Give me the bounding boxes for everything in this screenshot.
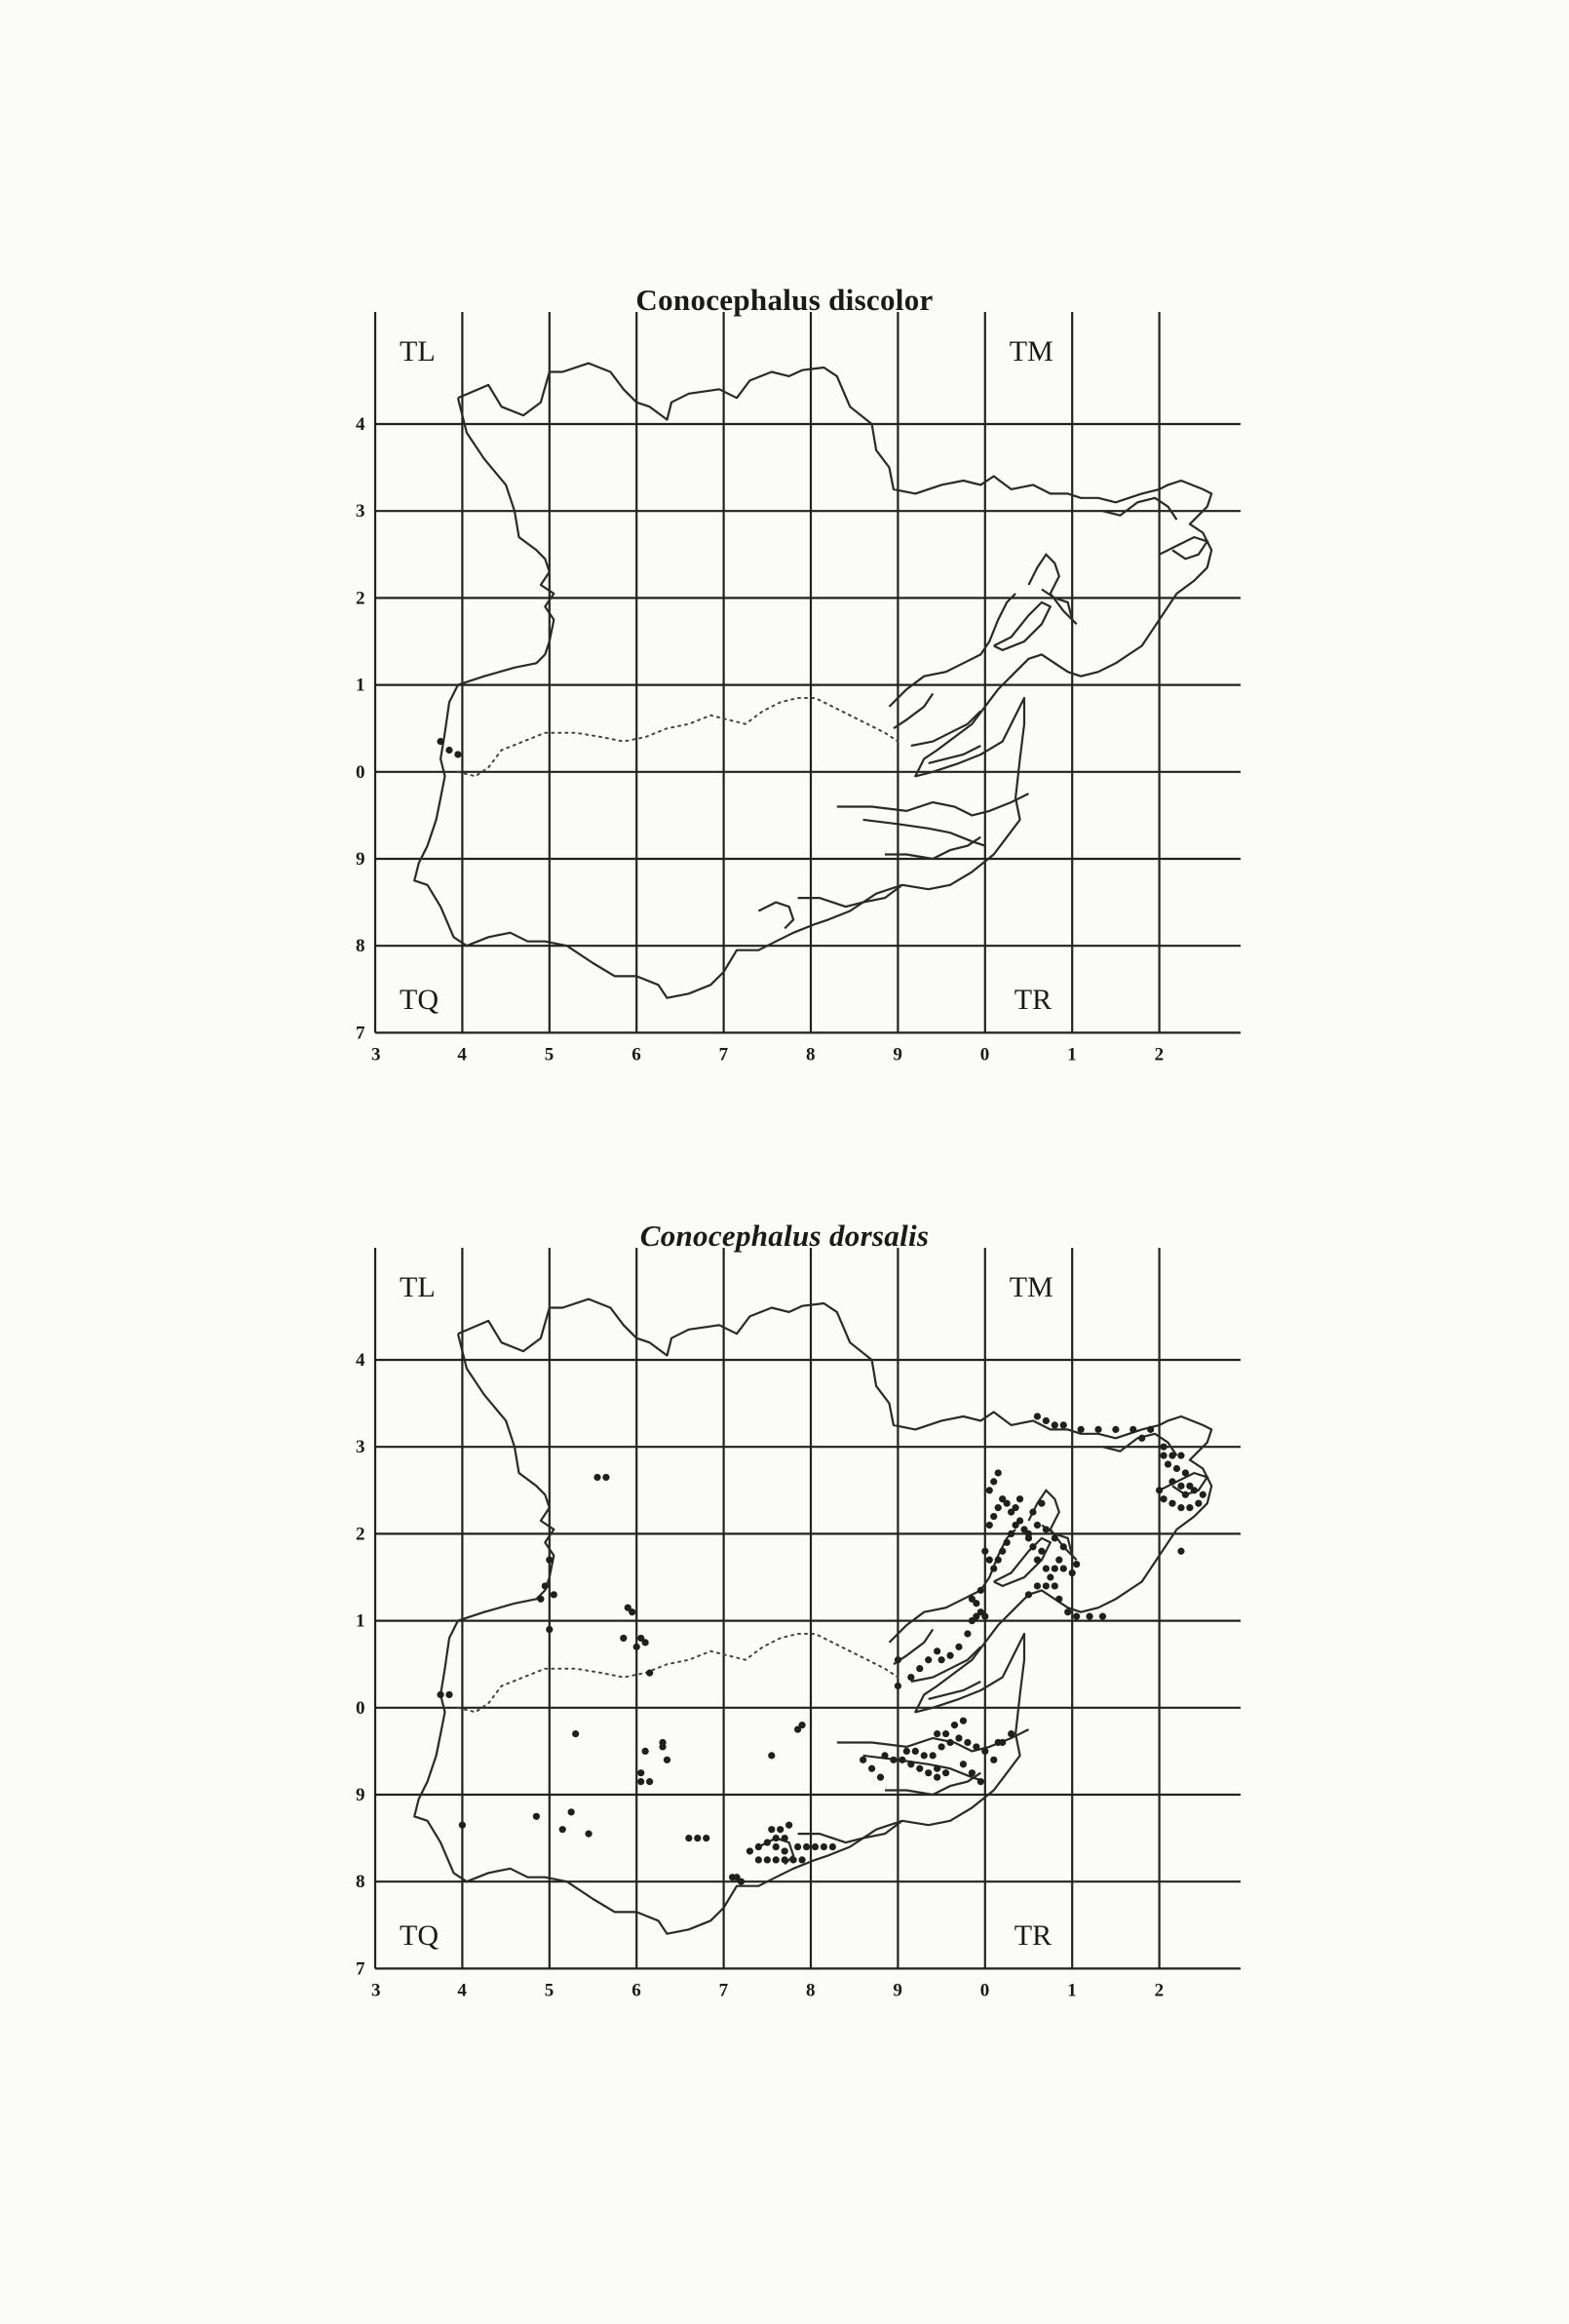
x-grid-label: 2 [1154,1044,1165,1065]
record-dot [1195,1500,1202,1507]
record-dot [964,1739,971,1746]
record-dot [1034,1557,1041,1564]
x-grid-label: 3 [371,1044,381,1065]
estuary-outline [885,1773,980,1795]
record-dot [903,1748,910,1755]
record-dot [593,1474,600,1481]
record-dot [1182,1491,1189,1498]
record-dot [1052,1534,1058,1541]
record-dot [995,1557,1002,1564]
map-panel-dorsalis [0,1209,1569,2047]
record-dot [964,1630,971,1637]
record-dot [990,1513,997,1520]
record-dot [459,1822,466,1829]
record-dot [969,1769,976,1776]
record-dot [1078,1426,1085,1433]
record-dot [646,1670,653,1677]
record-dot [1034,1413,1041,1419]
record-dot [546,1557,553,1564]
record-dot [1004,1539,1011,1546]
x-grid-label: 9 [893,1044,902,1065]
record-dot [782,1835,788,1841]
record-dot [951,1722,958,1728]
record-dot [533,1813,540,1820]
record-dot [960,1761,967,1767]
record-dot [986,1557,993,1564]
x-grid-label: 1 [1067,1044,1077,1065]
record-dot [1043,1582,1050,1589]
record-dot [925,1769,932,1776]
record-dot [946,1739,953,1746]
record-dot [1129,1426,1136,1433]
y-grid-label: 8 [356,936,365,957]
grid-square-label: TM [1009,1271,1053,1303]
x-grid-label: 8 [806,1980,816,2001]
record-dot [803,1843,810,1850]
record-dot [646,1778,653,1785]
record-dot [1099,1613,1106,1620]
record-dot [986,1487,993,1493]
record-dot [1034,1582,1041,1589]
record-dot [977,1778,984,1785]
estuary-outline [837,794,1029,815]
record-dot [1025,1530,1032,1537]
record-dot [1165,1460,1171,1467]
x-grid-label: 4 [457,1980,467,2001]
x-grid-label: 0 [979,1044,990,1065]
record-dot [1160,1452,1167,1459]
grid-square-label: TM [1009,335,1053,368]
record-dot [1177,1483,1184,1490]
record-dot [1008,1530,1014,1537]
record-dot [1029,1509,1036,1516]
grid-square-label: TL [400,335,436,368]
record-dot [1060,1565,1067,1571]
record-dot [703,1835,709,1841]
record-dot [995,1469,1002,1476]
record-dot [1094,1426,1101,1433]
record-dot [895,1656,901,1663]
record-dot [1055,1557,1062,1564]
record-dot [1055,1596,1062,1603]
record-dot [773,1835,780,1841]
record-dot [794,1843,801,1850]
record-dot [629,1608,635,1615]
y-grid-label: 2 [356,1524,365,1545]
grid-square-label: TQ [400,1919,439,1953]
record-dot [999,1739,1006,1746]
y-grid-label: 3 [356,501,365,523]
record-dot [921,1752,928,1759]
record-dot [925,1656,932,1663]
record-dot [1173,1465,1180,1472]
record-dot [1064,1608,1071,1615]
y-grid-label: 0 [356,761,365,783]
record-dot [912,1748,919,1755]
record-dot [973,1743,979,1750]
record-dot [881,1752,888,1759]
record-dot [1200,1491,1206,1498]
record-dot [1138,1435,1145,1442]
record-dot [642,1748,649,1755]
record-dot [785,1822,792,1829]
estuary-outline [798,1821,902,1842]
record-dot [895,1683,901,1689]
record-dot [542,1582,549,1589]
estuary-outline [798,885,902,907]
record-dot [1168,1500,1175,1507]
estuary-outline [911,711,981,746]
estuary-outline [1029,555,1077,624]
y-grid-label: 0 [356,1697,365,1719]
record-dot [916,1665,923,1672]
record-dot [1069,1569,1076,1576]
record-dot [1016,1517,1023,1524]
record-dot [812,1843,819,1850]
record-dot [860,1757,866,1763]
record-dot [999,1548,1006,1555]
record-dot [746,1847,753,1854]
record-dot [768,1826,775,1833]
record-dot [1177,1548,1184,1555]
record-dot [938,1743,945,1750]
record-dot [821,1843,827,1850]
grid-square-label: TR [1014,1919,1052,1953]
record-dot [899,1757,905,1763]
record-dot [1156,1487,1163,1493]
record-dot [1034,1522,1041,1529]
record-dot [890,1757,897,1763]
x-grid-label: 1 [1067,1980,1077,2001]
y-grid-label: 9 [356,1785,365,1805]
record-dot [990,1478,997,1485]
record-dot [642,1639,649,1646]
grid-square-label: TL [400,1271,436,1303]
record-dot [637,1769,644,1776]
x-grid-label: 5 [544,1980,555,2001]
record-dot [1060,1421,1067,1428]
record-dot [782,1847,788,1854]
y-grid-label: 9 [356,849,365,870]
estuary-outline [929,746,981,763]
record-dot [773,1843,780,1850]
record-dot [585,1831,592,1838]
grid-square-label: TQ [400,984,439,1017]
record-dot [1147,1426,1154,1433]
y-grid-label: 1 [356,1610,365,1632]
record-dot [981,1548,988,1555]
record-dot [764,1856,771,1863]
record-dot [664,1757,670,1763]
record-dot [798,1856,805,1863]
x-grid-label: 7 [718,1980,729,2001]
record-dot [1025,1591,1032,1598]
estuary-outline [885,837,980,859]
record-dot [790,1856,797,1863]
y-grid-label: 4 [356,1350,365,1371]
estuary-outline [758,903,793,929]
record-dot [930,1752,937,1759]
record-dot [738,1879,745,1885]
record-dot [990,1565,997,1571]
record-dot [986,1522,993,1529]
estuary-outline [911,1646,981,1682]
estuary-outline [863,820,985,846]
record-dot [798,1722,805,1728]
record-dot [977,1587,984,1594]
record-dot [637,1778,644,1785]
record-dot [1052,1421,1058,1428]
record-dot [1112,1426,1119,1433]
record-dot [960,1718,967,1724]
record-dot [916,1765,923,1772]
record-dot [1043,1526,1050,1532]
x-grid-label: 0 [979,1980,990,2001]
record-dot [445,747,452,754]
record-dot [454,751,461,757]
x-grid-label: 6 [631,1980,641,2001]
record-dot [694,1835,701,1841]
x-grid-label: 4 [457,1044,467,1065]
record-dot [990,1757,997,1763]
record-dot [934,1730,940,1737]
record-dot [995,1504,1002,1511]
record-dot [1047,1573,1053,1580]
x-grid-label: 8 [806,1044,816,1065]
record-dot [1016,1495,1023,1502]
estuary-outline [894,694,933,729]
y-grid-label: 7 [356,1958,365,1980]
record-dot [768,1752,775,1759]
record-dot [1038,1548,1045,1555]
record-dot [1012,1504,1018,1511]
y-grid-label: 1 [356,675,365,696]
record-dot [1029,1543,1036,1550]
y-grid-label: 8 [356,1872,365,1893]
record-dot [559,1826,566,1833]
record-dot [1004,1500,1011,1507]
record-dot [551,1591,557,1598]
old-county-boundary [458,698,899,776]
record-dot [1052,1582,1058,1589]
record-dot [1052,1565,1058,1571]
record-dot [1073,1561,1080,1568]
record-dot [1073,1613,1080,1620]
record-dot [934,1765,940,1772]
record-dot [955,1734,962,1741]
map-panel-discolor [0,273,1569,1092]
y-grid-label: 7 [356,1023,365,1044]
distribution-map [0,273,1569,1111]
estuary-outline [929,1682,981,1699]
old-county-boundary [458,1634,899,1712]
y-grid-label: 2 [356,588,365,609]
county-coastline [414,364,1211,998]
record-dot [969,1596,976,1603]
record-dot [1160,1444,1167,1451]
record-dot [685,1835,692,1841]
x-grid-label: 3 [371,1980,381,2001]
map-title: Conocephalus dorsalis [639,1219,930,1253]
x-grid-label: 2 [1154,1980,1165,2001]
distribution-map [0,1209,1569,2047]
record-dot [437,1691,443,1698]
record-dot [568,1808,575,1815]
record-dot [437,738,443,745]
record-dot [1177,1504,1184,1511]
record-dot [868,1765,875,1772]
estuary-outline [1160,537,1207,559]
record-dot [907,1674,914,1681]
grid-square-label: TR [1014,984,1052,1017]
record-dot [1086,1613,1092,1620]
record-dot [934,1774,940,1781]
map-title: Conocephalus discolor [635,283,934,317]
record-dot [1043,1417,1050,1424]
record-dot [1008,1730,1014,1737]
record-dot [1043,1565,1050,1571]
record-dot [782,1856,788,1863]
record-dot [1168,1478,1175,1485]
record-dot [955,1644,962,1650]
record-dot [1060,1543,1067,1550]
record-dot [946,1652,953,1659]
record-dot [1177,1452,1184,1459]
record-dot [1038,1500,1045,1507]
record-dot [633,1644,640,1650]
record-dot [1182,1469,1189,1476]
record-dot [1191,1487,1198,1493]
x-grid-label: 7 [718,1044,729,1065]
x-grid-label: 6 [631,1044,641,1065]
x-grid-label: 5 [544,1044,555,1065]
record-dot [546,1626,553,1633]
record-dot [445,1691,452,1698]
record-dot [829,1843,836,1850]
record-dot [755,1843,762,1850]
record-dot [1160,1495,1167,1502]
record-dot [938,1656,945,1663]
record-dot [981,1748,988,1755]
record-dot [1168,1452,1175,1459]
record-dot [755,1856,762,1863]
record-dot [773,1856,780,1863]
record-dot [877,1774,884,1781]
x-grid-label: 9 [893,1980,902,2001]
record-dot [620,1635,627,1642]
record-dot [907,1761,914,1767]
record-dot [981,1613,988,1620]
record-dot [942,1730,949,1737]
y-grid-label: 4 [356,414,365,435]
record-dot [659,1743,666,1750]
record-dot [777,1826,784,1833]
y-grid-label: 3 [356,1437,365,1458]
record-dot [764,1839,771,1845]
record-dot [934,1647,940,1654]
record-dot [537,1596,544,1603]
record-dot [1186,1504,1193,1511]
record-dot [602,1474,609,1481]
record-dot [942,1769,949,1776]
record-dot [572,1730,579,1737]
